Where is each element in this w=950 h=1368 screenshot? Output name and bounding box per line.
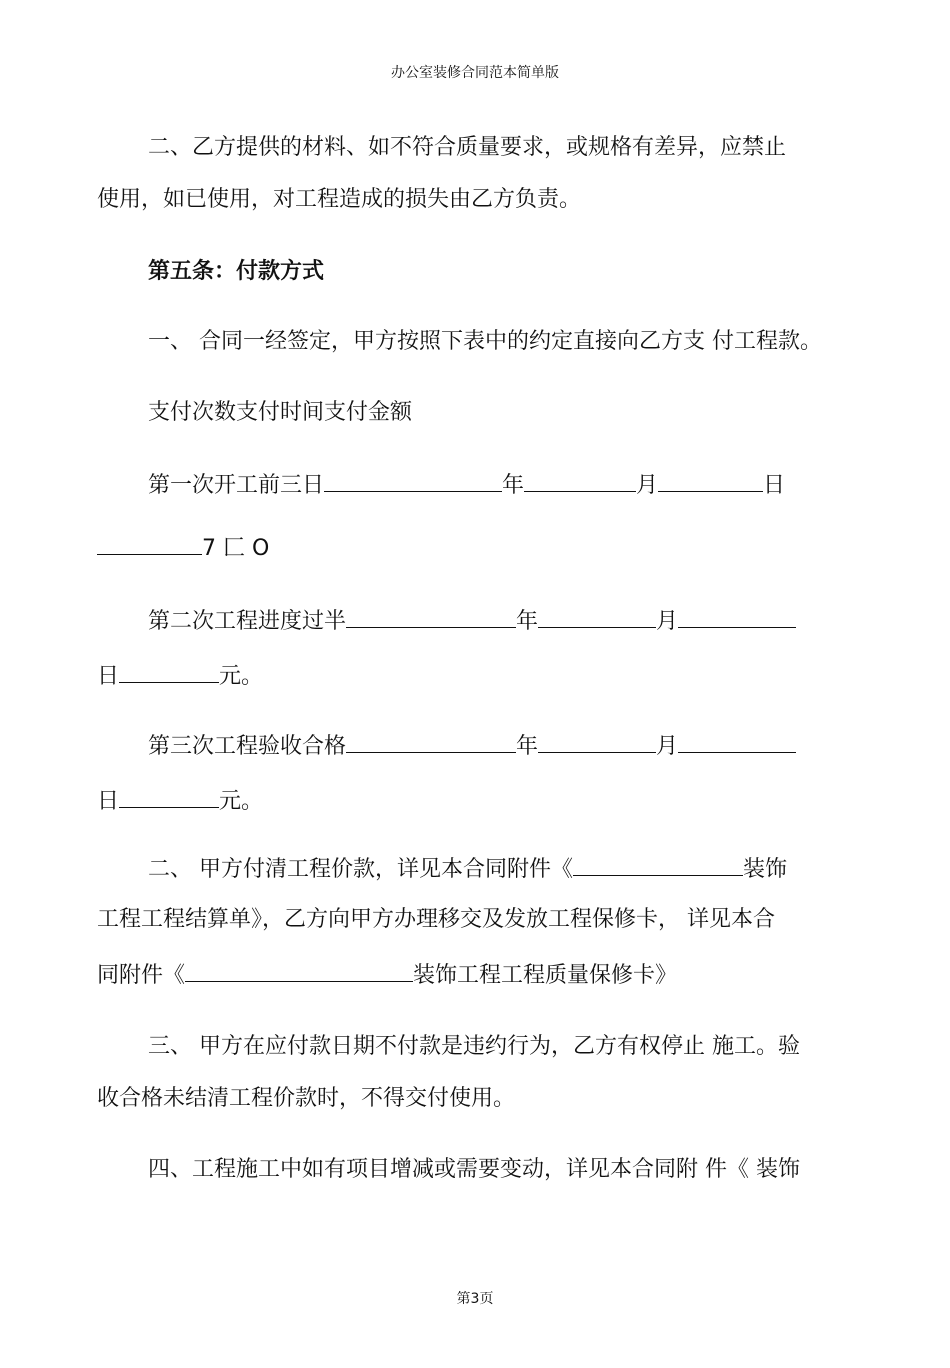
- year-label: 年: [516, 609, 539, 634]
- blank-first-day: [658, 469, 763, 492]
- blank-first-year: [324, 469, 502, 492]
- payment-clause-2-line-3: [97, 959, 677, 991]
- blank-settlement-doc: [573, 853, 743, 876]
- blank-third-month: [538, 730, 656, 753]
- payment-row-first: [148, 469, 785, 501]
- clause-2-line-3-prefix: 同附件《: [97, 963, 186, 988]
- clause-2-line-3-suffix: 装饰工程工程质量保修卡》: [413, 963, 678, 988]
- payment-clause-3-line-1: 三、 甲方在应付款日期不付款是违约行为，乙方有权停止 施工。验: [148, 1034, 800, 1059]
- clause-2-prefix: 二、 甲方付清工程价款，详见本合同附件《: [148, 857, 573, 882]
- blank-third-year: [346, 730, 516, 753]
- payment-clause-2-line-2: 工程工程结算单》，乙方向甲方办理移交及发放工程保修卡， 详见本合: [97, 907, 775, 932]
- payment-clause-3-line-2: 收合格未结清工程价款时，不得交付使用。: [97, 1086, 516, 1111]
- blank-first-amount: [97, 532, 202, 555]
- payment-table-header: 支付次数支付时间支付金额: [148, 400, 413, 425]
- payment-row-second-amount: [97, 660, 263, 692]
- paragraph-2-line-1: 二、乙方提供的材料、如不符合质量要求，或规格有差异，应禁止: [148, 135, 787, 160]
- payment-clause-2-line-1: [148, 853, 787, 885]
- day-label: 日: [97, 789, 120, 814]
- first-amount-suffix: 7 匚 O: [202, 536, 270, 561]
- payment-row-second: [148, 605, 796, 637]
- payment-third-label: 第三次工程验收合格: [148, 734, 347, 759]
- blank-second-day: [678, 605, 796, 628]
- yuan-label: 元。: [219, 789, 264, 814]
- day-label: 日: [763, 473, 786, 498]
- month-label: 月: [656, 609, 679, 634]
- month-label: 月: [656, 734, 679, 759]
- year-label: 年: [516, 734, 539, 759]
- year-label: 年: [502, 473, 525, 498]
- blank-warranty-doc: [185, 959, 413, 982]
- blank-third-amount: [119, 785, 219, 808]
- payment-clause-4-line-1: 四、工程施工中如有项目增减或需要变动，详见本合同附 件《 装饰: [148, 1157, 800, 1182]
- blank-third-day: [678, 730, 796, 753]
- blank-second-year: [346, 605, 516, 628]
- blank-first-month: [524, 469, 636, 492]
- clause-2-suffix: 装饰: [743, 857, 788, 882]
- payment-row-third-amount: [97, 785, 263, 817]
- payment-row-third: [148, 730, 796, 762]
- yuan-label: 元。: [219, 664, 264, 689]
- day-label: 日: [97, 664, 120, 689]
- article-5-title: 第五条：付款方式: [148, 259, 325, 284]
- payment-second-label: 第二次工程进度过半: [148, 609, 347, 634]
- blank-second-month: [538, 605, 656, 628]
- payment-clause-1: 一、 合同一经签定，甲方按照下表中的约定直接向乙方支 付工程款。: [148, 329, 822, 354]
- month-label: 月: [636, 473, 659, 498]
- paragraph-2-line-2: 使用，如已使用，对工程造成的损失由乙方负责。: [97, 187, 582, 212]
- page-header: 办公室装修合同范本简单版: [391, 65, 559, 81]
- payment-first-label: 第一次开工前三日: [148, 473, 325, 498]
- blank-second-amount: [119, 660, 219, 683]
- payment-row-first-amount: [97, 532, 269, 564]
- page-number: 第3页: [456, 1291, 494, 1307]
